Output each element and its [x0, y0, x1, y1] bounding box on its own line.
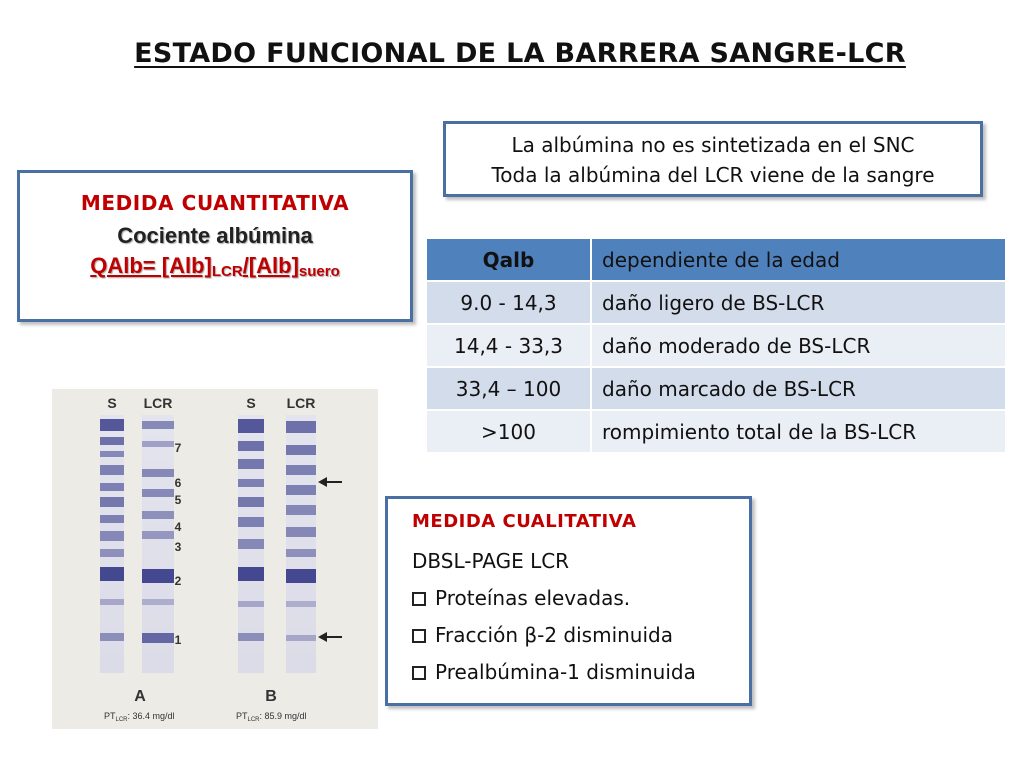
lane-label-s-b: S — [246, 395, 256, 411]
list-item-text: Fracción β-2 disminuida — [435, 623, 673, 647]
pt-sub: LCR — [115, 717, 128, 723]
table-row — [426, 410, 1006, 453]
formula-prefix: QAlb= [Alb] — [90, 253, 212, 278]
table-cell-description: daño marcado de BS-LCR — [591, 367, 1006, 410]
table-header-cell: Qalb — [426, 238, 591, 281]
list-item — [412, 617, 749, 654]
list-item-text: Proteínas elevadas. — [435, 586, 631, 610]
panel-label-a: A — [134, 688, 146, 705]
lane-label-lcr-a: LCR — [143, 395, 173, 411]
gel-figure — [52, 389, 378, 729]
list-item-text: Prealbúmina-1 disminuida — [435, 660, 696, 684]
qualitative-heading: MEDIDA CUALITATIVA — [412, 511, 637, 532]
table-header-cell: dependiente de la edad — [591, 238, 1006, 281]
pt-value-b: : 85.9 mg/dl — [259, 711, 307, 721]
formula-sub-lcr: LCR — [211, 263, 243, 280]
table-header-row — [426, 238, 1006, 281]
pt-prefix: PT — [236, 711, 248, 721]
band-number: 5 — [174, 493, 182, 507]
arrow-icon — [318, 632, 342, 642]
table-row — [426, 324, 1006, 367]
table-cell-description: daño ligero de BS-LCR — [591, 281, 1006, 324]
quantitative-measure-box — [17, 170, 413, 322]
table-cell-range: 9.0 - 14,3 — [426, 281, 591, 324]
qalb-table — [425, 237, 1007, 454]
electrophoresis-gel-image — [52, 389, 378, 729]
slide-title: ESTADO FUNCIONAL DE LA BARRERA SANGRE-LCR — [134, 38, 906, 69]
table-cell-range: 33,4 – 100 — [426, 367, 591, 410]
band-number: 2 — [174, 574, 182, 588]
table-row — [426, 367, 1006, 410]
lane-label-lcr-b: LCR — [286, 395, 316, 411]
info-line-1: La albúmina no es sintetizada en el SNC — [511, 133, 915, 157]
checkbox-bullet-icon — [412, 592, 426, 606]
table-cell-range: 14,4 - 33,3 — [426, 324, 591, 367]
pt-value-a: : 36.4 mg/dl — [127, 711, 175, 721]
formula-mid: /[Alb] — [242, 253, 299, 278]
panel-label-b: B — [265, 688, 277, 705]
table-cell-range: >100 — [426, 410, 591, 453]
table-row — [426, 281, 1006, 324]
band-number: 6 — [174, 476, 182, 490]
checkbox-bullet-icon — [412, 666, 426, 680]
pt-prefix: PT — [104, 711, 116, 721]
pt-label-b — [236, 711, 307, 723]
method-label: DBSL-PAGE LCR — [412, 549, 570, 573]
arrow-icon — [318, 477, 342, 487]
albumin-info-box — [443, 121, 983, 197]
list-item — [412, 654, 749, 691]
list-item — [412, 580, 749, 617]
pt-sub: LCR — [247, 717, 260, 723]
checkbox-bullet-icon — [412, 629, 426, 643]
quantitative-heading: MEDIDA CUANTITATIVA — [80, 191, 350, 215]
info-line-2: Toda la albúmina del LCR viene de la sangre — [491, 163, 935, 187]
qualitative-measure-box — [385, 496, 752, 706]
qalb-formula — [20, 253, 410, 280]
band-number: 4 — [174, 520, 182, 534]
albumin-ratio-label: Cociente albúmina — [117, 223, 313, 248]
formula-sub-suero: suero — [298, 263, 340, 280]
pt-label-a — [104, 711, 175, 723]
band-number: 3 — [174, 540, 182, 554]
lane-label-s-a: S — [107, 395, 117, 411]
table-cell-description: daño moderado de BS-LCR — [591, 324, 1006, 367]
band-number: 7 — [174, 441, 182, 455]
band-number: 1 — [174, 633, 182, 647]
table-cell-description: rompimiento total de la BS-LCR — [591, 410, 1006, 453]
